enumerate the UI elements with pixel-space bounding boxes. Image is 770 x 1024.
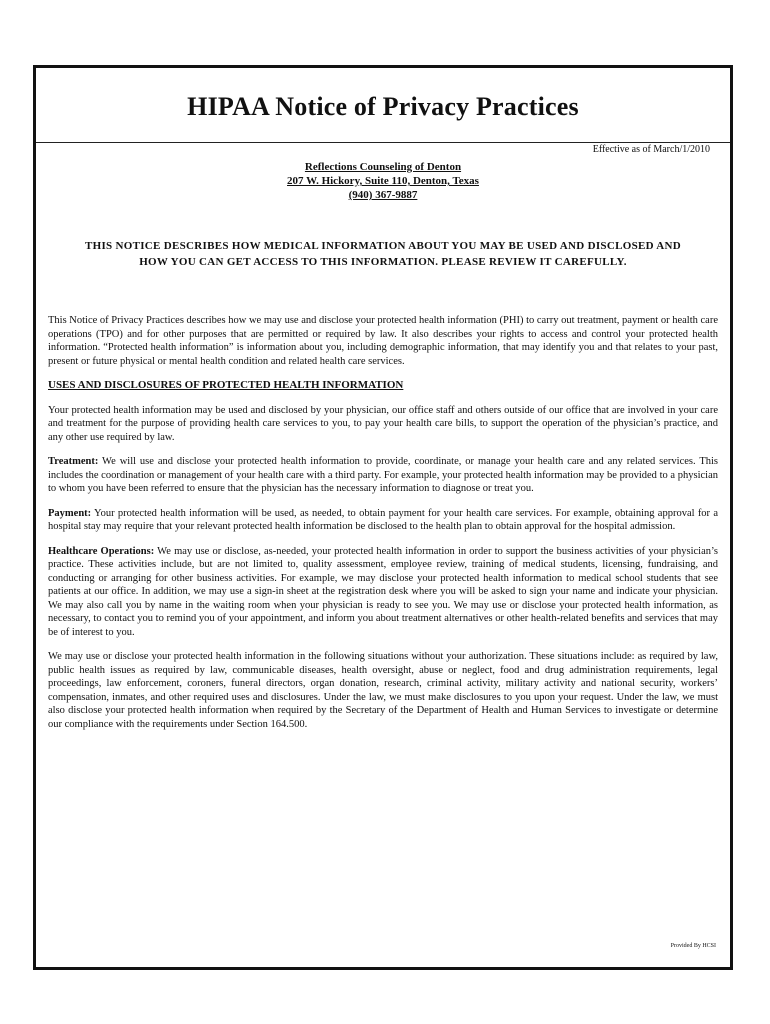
provided-by: Provided By HCSI xyxy=(670,943,716,949)
treatment-text: We will use and disclose your protected health information to provide, coordinate, or manage your health care and any related services. This includes the coordination or management of your health care with a third party. For example, your protected health information may be provided to a physician to whom you have been referred to ensure that the physician has the necessary information to diagnose or treat you. xyxy=(48,456,718,494)
document-title: HIPAA Notice of Privacy Practices xyxy=(187,92,579,121)
document-frame xyxy=(33,65,733,970)
payment-label: Payment: xyxy=(48,507,92,519)
document-body xyxy=(48,314,718,742)
operations-label: Healthcare Operations: xyxy=(48,545,155,557)
org-address: 207 W. Hickory, Suite 110, Denton, Texas xyxy=(287,175,479,187)
payment-text: Your protected health information will be used, as needed, to obtain payment for your health care services. For example, obtaining approval for a hospital stay may require that your relevant protected health information be disclosed to the health plan to obtain approval for the hospital admission. xyxy=(48,507,718,532)
title-rule xyxy=(36,142,730,143)
operations-text: We may use or disclose, as-needed, your protected health information in order to support the business activities of your physician’s practice. These activities include, but are not limited to, quality assessment, employee review, training of medical students, licensing, fundraising, and conducting or arranging for other business activities. For example, we may disclose your protected health information to medical school students that see patients at our office. In addition, we may use a sign-in sheet at the registration desk where you will be asked to sign your name and indicate your physician. We may also call you by name in the waiting room when your physician is ready to see you. We may use or disclose your protected health information, as necessary, to contact you to remind you of your appointment, and inform you about treatment alternatives or other health-related benefits and services that may be of interest to you. xyxy=(48,545,718,638)
treatment-paragraph xyxy=(48,455,718,496)
org-name: Reflections Counseling of Denton xyxy=(304,161,462,173)
situations-paragraph: We may use or disclose your protected health information in the following situations without your authorization. These situations include: as required by law, public health issues as required by law, communicable diseases, health oversight, abuse or neglect, food and drug administration requirements, legal proceedings, law enforcement, coroners, funeral directors, organ donation, research, criminal activity, military activity and national security, workers’ compensation, inmates, and other required uses and disclosures. Under the law, we must make disclosures to you upon your request. Under the law, we must also disclose your protected health information when required by the Secretary of the Department of Health and Human Services to investigate or determine our compliance with the requirements under Section 164.500. xyxy=(48,651,718,730)
organization-block xyxy=(36,160,730,202)
intro-paragraph: This Notice of Privacy Practices describes how we may use and disclose your protected health information (PHI) to carry out treatment, payment or health care operations (TPO) and for other purposes that are permitted or required by law. It also describes your rights to access and control your protected health information. “Protected health information” is information about you, including demographic information, that may identify you and that relates to your past, present or future physical or mental health condition and related health care services. xyxy=(48,315,718,367)
notice-heading: THIS NOTICE DESCRIBES HOW MEDICAL INFORMATION ABOUT YOU MAY BE USED AND DISCLOSED AND HOW YOU CAN GET ACCESS TO THIS INFORMATION. PLEASE REVIEW IT CAREFULLY. xyxy=(84,240,682,268)
operations-paragraph xyxy=(48,545,718,640)
payment-paragraph xyxy=(48,507,718,534)
org-phone: (940) 367-9887 xyxy=(348,189,418,201)
uses-paragraph: Your protected health information may be used and disclosed by your physician, our office staff and others outside of our office that are involved in your care and treatment for the purpose of providing health care services to you, to pay your health care bills, to support the operation of the physician’s practice, and any other use required by law. xyxy=(48,404,718,443)
section-heading: USES AND DISCLOSURES OF PROTECTED HEALTH INFORMATION xyxy=(48,379,404,391)
effective-date: Effective as of March/1/2010 xyxy=(592,144,710,155)
treatment-label: Treatment: xyxy=(48,456,99,467)
